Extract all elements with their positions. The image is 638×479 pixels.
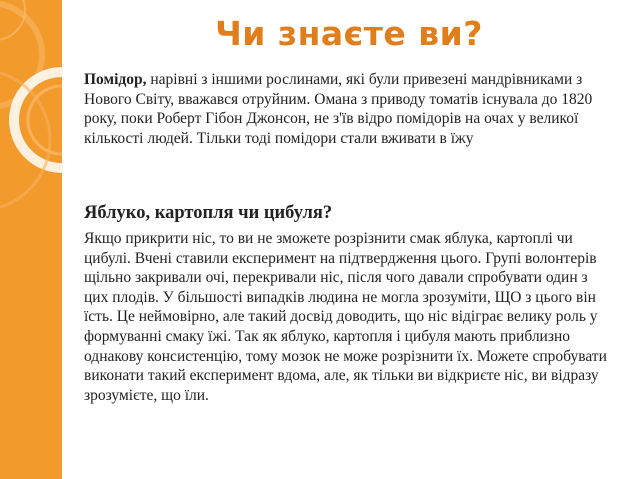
tomato-text: нарівні з іншими рослинами, які були привезені мандрівниками з Нового Світу, вважався отруйним. Омана з приводу томатів існувала до 1820 року, поки Роберт Гібон Джонсон, не з'їв відро помідорів на очах у великої кількості людей. Тільки тоді помідори стали вживати в їжу <box>84 71 593 147</box>
slide-title: Чи знаєте ви? <box>215 14 483 53</box>
decorative-sidebar <box>0 0 62 479</box>
section-heading: Яблуко, картопля чи цибуля? <box>84 203 333 223</box>
tomato-paragraph <box>84 70 614 148</box>
tomato-lead: Помідор, <box>84 71 147 88</box>
sidebar-circles-decoration <box>0 0 62 479</box>
taste-paragraph: Якщо прикрити ніс, то ви не зможете розрізнити смак яблука, картоплі чи цибулі. Вчені ставили експеримент на підтвердження цього. Групі волонтерів щільно закривали очі, перекривали ніс, після чого давали спробувати один з цих плодів. У більшості випадків людина не могла зрозуміти, ЩО з цього він їсть. Це неймовірно, але такий досвід доводить, що ніс відіграє велику роль у формуванні смаку їжі. Так як яблуко, картопля і цибуля мають приблизно однакову консистенцію, тому мозок не може розрізнити їх. Можете спробувати виконати такий експеримент вдома, але, як тільки ви відкриєте ніс, ви відразу зрозумієте, що їли. <box>84 230 607 404</box>
